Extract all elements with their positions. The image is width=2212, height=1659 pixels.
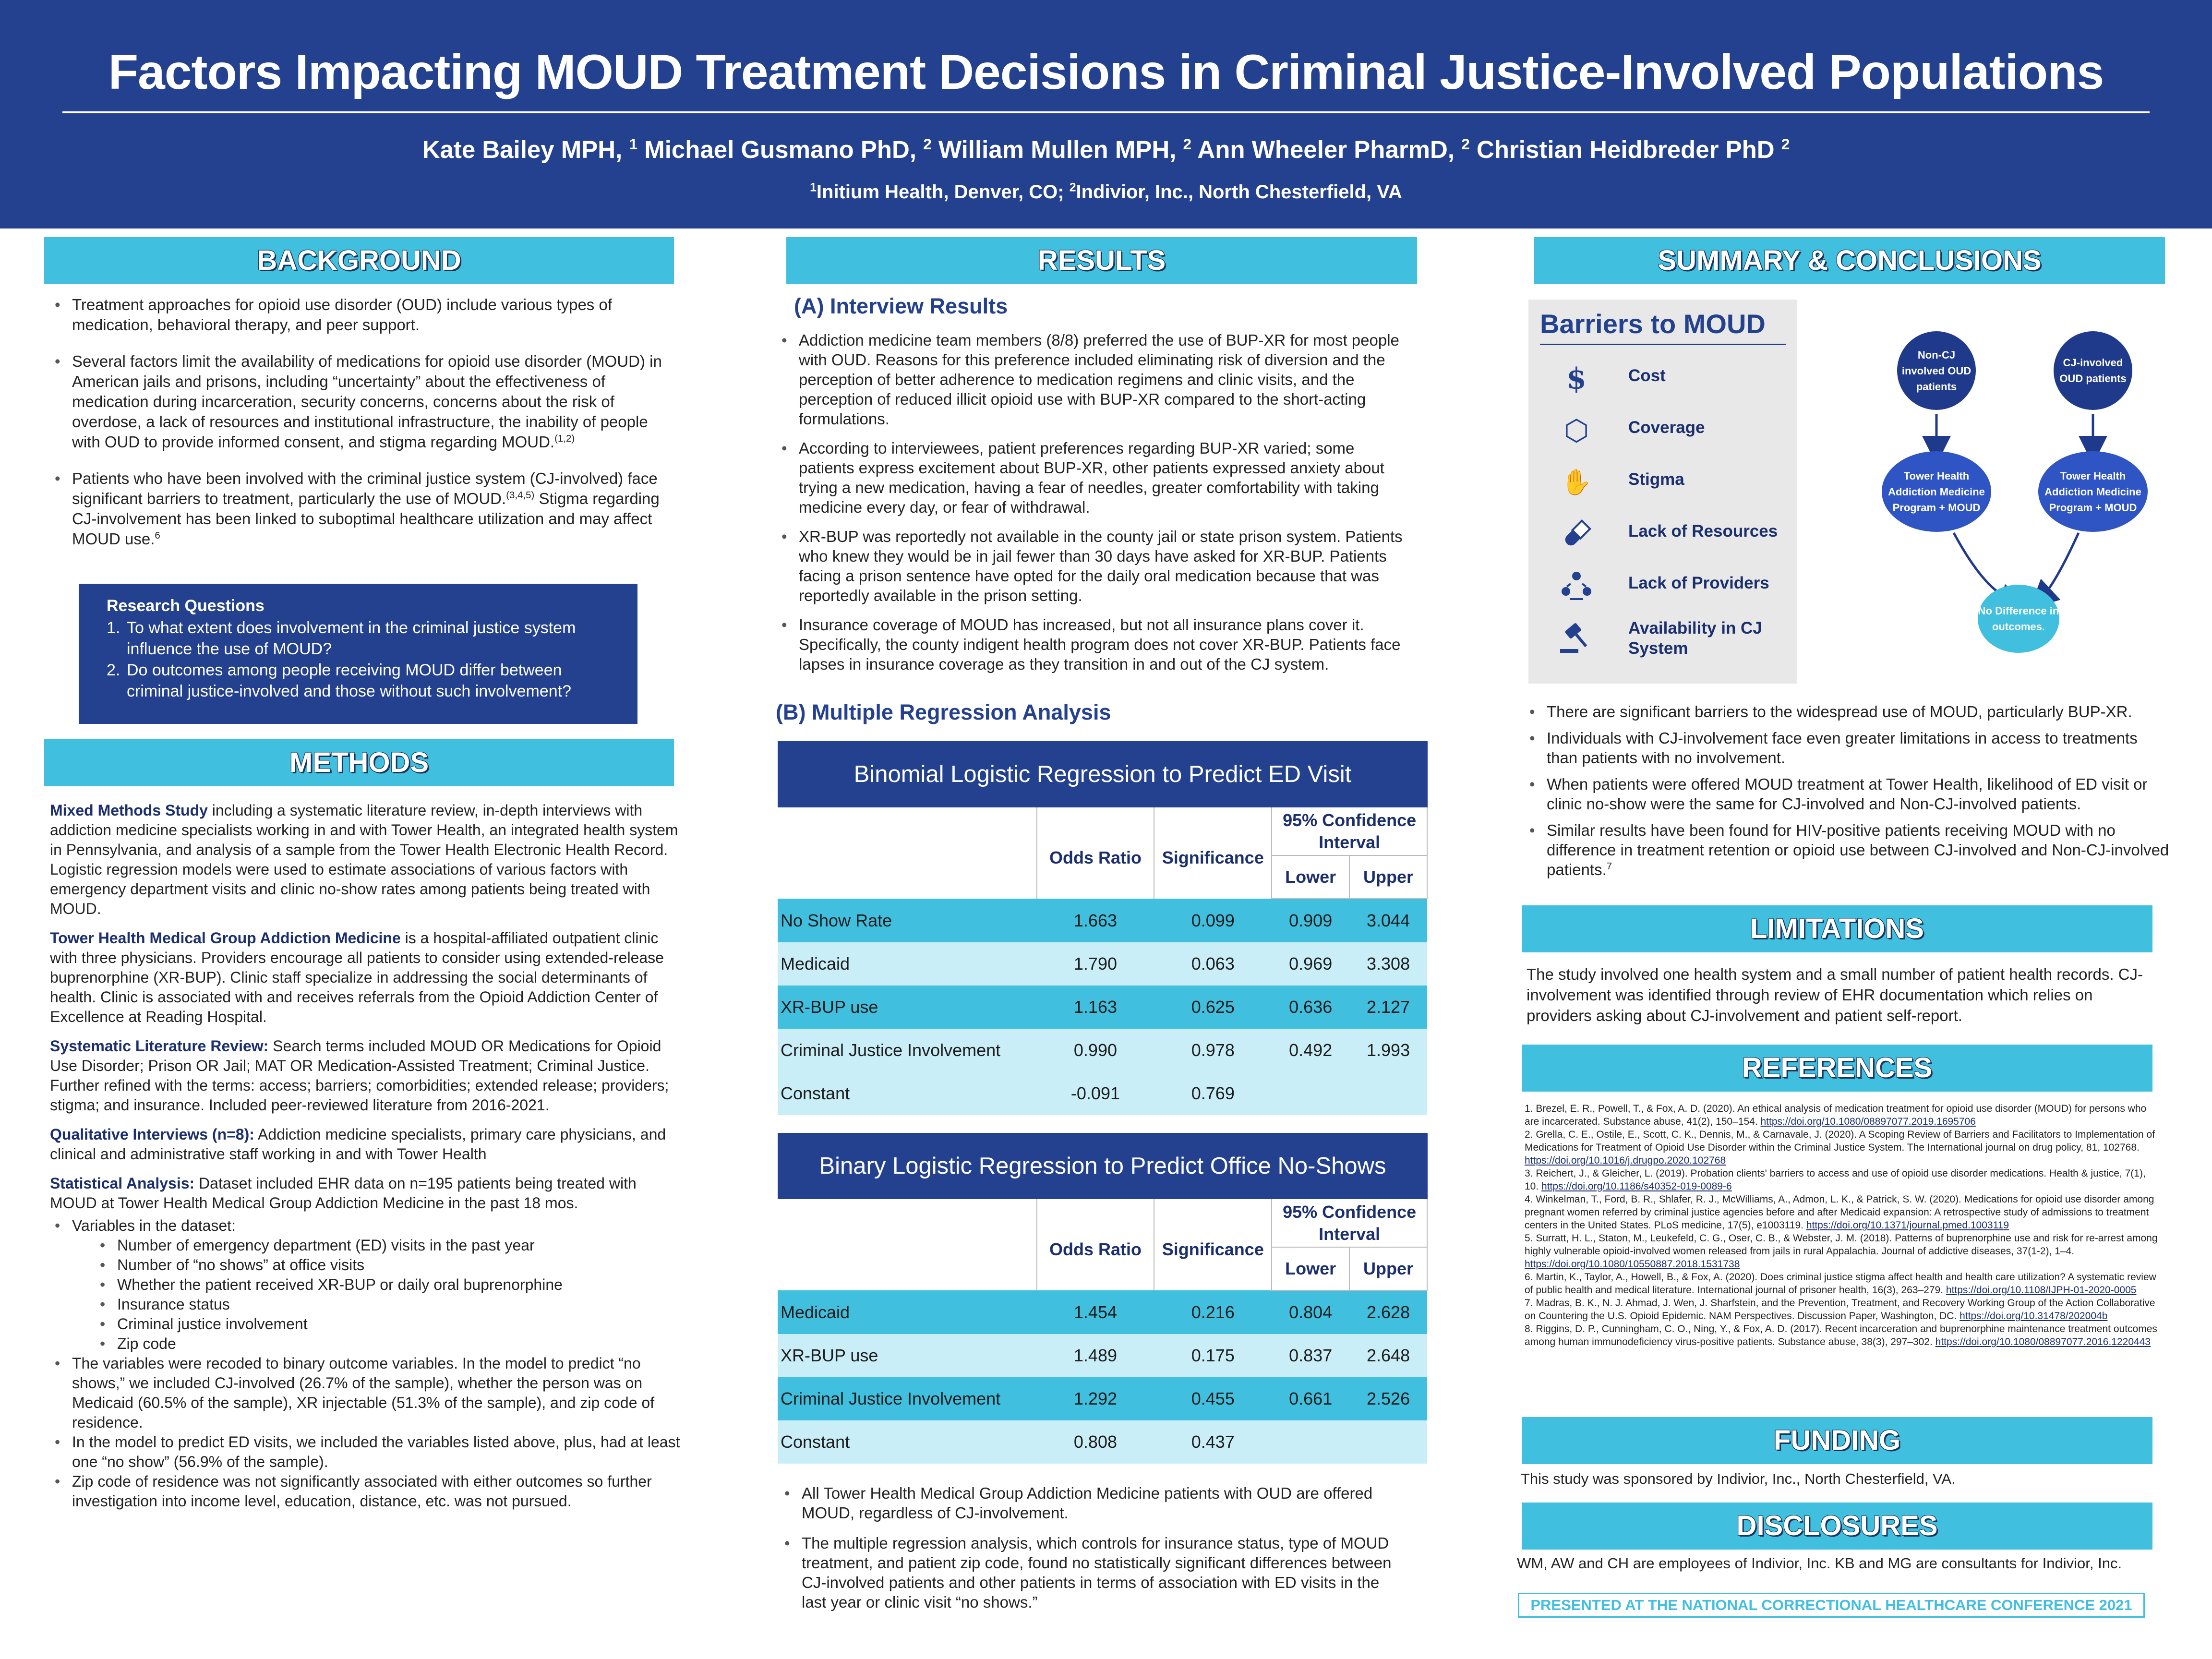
reference-doi-link[interactable]: https://doi.org/10.1108/IJPH-01-2020-0005 xyxy=(1946,1285,2137,1296)
cell-sig: 0.978 xyxy=(1154,1029,1272,1072)
paragraph-text: Search terms included MOUD OR Medications for Opioid Use Disorder; Prison OR Jail; MAT OR Medication-Assisted Treatment; Criminal Justice. Further refined with the terms: access; barriers; comorbidities; extended release; providers; stigma; and insurance. Included peer-reviewed literature from 2016-2021. xyxy=(50,1037,669,1114)
reference-text: 4. Winkelman, T., Ford, B. R., Shlafer, R. J., McWilliams, A., Admon, L. K., & Patrick, S. W. (2020). Medications for opioid use disorder among pregnant women referred by criminal justice agencies before and after Medicaid expansion: A retrospective study of admissions to treatment centers in the United States. PLoS medicine, 17(5), e1003119. xyxy=(1525,1194,2154,1231)
conference-badge: PRESENTED AT THE NATIONAL CORRECTIONAL HEALTHCARE CONFERENCE 2021 xyxy=(1518,1593,2145,1618)
cell-upper xyxy=(1349,1072,1427,1115)
background-body xyxy=(50,295,674,549)
barriers-panel xyxy=(1528,300,1797,684)
cell-lower: 0.636 xyxy=(1272,986,1349,1029)
cell-upper: 3.308 xyxy=(1349,942,1427,986)
col-upper: Upper xyxy=(1349,855,1427,899)
cj-patients-node: CJ-involved OUD patients xyxy=(2054,331,2132,410)
paragraph-lead: Statistical Analysis: xyxy=(50,1175,195,1192)
cell-sig: 0.099 xyxy=(1154,899,1272,942)
affil-marker: 2 xyxy=(1069,181,1076,194)
affiliation: Initium Health, Denver, CO; xyxy=(816,181,1064,203)
table1-title: Binomial Logistic Regression to Predict ED Visit xyxy=(778,741,1428,807)
variable-item: • Zip code xyxy=(95,1334,682,1354)
author-list xyxy=(0,135,2212,164)
table-header-blank xyxy=(778,807,1037,855)
cell-lower: 0.909 xyxy=(1272,899,1349,942)
citation: (3,4,5) xyxy=(506,490,535,501)
table-header-blank xyxy=(778,1199,1037,1247)
methods-bullet: • In the model to predict ED visits, we included the variables listed above, plus, had at least one “no show” (56.9% of the sample). xyxy=(50,1432,682,1472)
reference-text: 1. Brezel, E. R., Powell, T., & Fox, A. D. (2020). An ethical analysis of medication treatment for opioid use disorder (MOUD) for persons who are incarcerated. Substance abuse, 41(2), 150–154. xyxy=(1525,1103,2147,1127)
outcome-node: No Difference in outcomes. xyxy=(1978,585,2059,653)
col-significance: Significance xyxy=(1154,1199,1272,1290)
col-upper: Upper xyxy=(1349,1247,1427,1290)
program-right-node: Tower Health Addiction Medicine Program + MOUD xyxy=(2038,451,2148,532)
cell-or: 1.790 xyxy=(1037,942,1154,986)
background-bullet xyxy=(50,295,674,335)
funding-text: This study was sponsored by Indivior, Inc., North Chesterfield, VA. xyxy=(1521,1470,1956,1487)
affiliation: Indivior, Inc., North Chesterfield, VA xyxy=(1076,181,1402,203)
summary-bullet: • Individuals with CJ-involvement face even greater limitations in access to treatments than patients with no involvement. xyxy=(1525,728,2173,768)
barrier-coverage xyxy=(1528,404,1797,456)
gavel-icon xyxy=(1557,621,1596,655)
reference-text: 3. Reichert, J., & Gleicher, L. (2019). Probation clients' barriers to access and use of opioid use disorder medications. Health & justice, 7(1), 10. xyxy=(1525,1168,2146,1192)
row-label: XR-BUP use xyxy=(778,986,1037,1029)
variable-item: • Number of “no shows” at office visits xyxy=(95,1255,682,1275)
row-label: Constant xyxy=(778,1072,1037,1115)
bullet-text: Stigma regarding CJ-involvement has been linked to suboptimal healthcare utilization and may affect MOUD use. xyxy=(72,490,660,548)
barrier-label: Coverage xyxy=(1628,418,1705,437)
col-odds-ratio: Odds Ratio xyxy=(1037,807,1154,899)
table2 xyxy=(778,1199,1428,1464)
col-lower: Lower xyxy=(1272,1247,1349,1290)
table-row xyxy=(778,1029,1427,1072)
methods-paragraph xyxy=(50,1036,682,1115)
table-header-blank xyxy=(778,1247,1037,1290)
bullet-text: Similar results have been found for HIV-positive patients receiving MOUD with no difference in treatment retention or opioid use between CJ-involved and Non-CJ-involved patients. xyxy=(1547,821,2169,878)
cell-upper: 2.526 xyxy=(1349,1377,1427,1420)
methods-bullet xyxy=(50,1216,682,1354)
question-text: To what extent does involvement in the criminal justice system influence the use of MOUD? xyxy=(127,619,576,658)
row-label: Criminal Justice Involvement xyxy=(778,1029,1037,1072)
barrier-resources xyxy=(1528,508,1797,560)
cell-upper: 1.993 xyxy=(1349,1029,1427,1072)
poster-header xyxy=(0,0,2212,228)
author-affil-marker: 2 xyxy=(923,135,932,153)
reference-item xyxy=(1525,1297,2158,1322)
affiliations xyxy=(0,181,2212,203)
author: Michael Gusmano PhD, xyxy=(644,136,917,163)
cell-or: 1.454 xyxy=(1037,1290,1154,1334)
reference-item xyxy=(1525,1128,2158,1167)
arrow-right-to-outcome xyxy=(2040,533,2079,599)
interview-results-body xyxy=(777,330,1404,674)
row-label: Medicaid xyxy=(778,942,1037,986)
paragraph-text: Addiction medicine specialists, primary care physicians, and clinical and administrative staff working in and with Tower Health xyxy=(50,1126,666,1163)
research-question-2: 2. Do outcomes among people receiving MOUD differ between criminal justice-involved and those without such involvement? xyxy=(107,660,625,702)
barrier-cost xyxy=(1528,352,1797,404)
bullet-text: Treatment approaches for opioid use disorder (OUD) include various types of medication, behavioral therapy, and peer support. xyxy=(72,296,612,334)
paragraph-lead: Mixed Methods Study xyxy=(50,802,208,819)
row-label: Constant xyxy=(778,1420,1037,1464)
limitations-text: The study involved one health system and a small number of patient health records. CJ-involvement was identified through review of EHR documentation which relies on providers asking about CJ-involvement and patient self-report. xyxy=(1527,965,2143,1024)
reference-text: 7. Madras, B. K., N. J. Ahmad, J. Wen, J. Sharfstein, and the Prevention, Treatment, and Recovery Working Group of the Action Collaborative on Countering the U.S. Opioid Epidemic. NAM Perspectives. Discussion Paper, Washington, DC. xyxy=(1525,1298,2155,1322)
paragraph-text: including a systematic literature review, in-depth interviews with addiction medicine specialists working in and with Tower Health, an integrated health system in Pennsylvania, and analysis of a sample from the Tower Health Electronic Health Record. Logistic regression models were used to estimate associations of various factors with emergency department visits and clinic no-show rates among patients being treated with MOUD. xyxy=(50,802,678,917)
variable-item: • Number of emergency department (ED) visits in the past year xyxy=(95,1236,682,1255)
cell-sig: 0.769 xyxy=(1154,1072,1272,1115)
cell-sig: 0.063 xyxy=(1154,942,1272,986)
reference-doi-link[interactable]: https://doi.org/10.1080/10550887.2018.1531738 xyxy=(1525,1259,1740,1270)
dollar-icon: $ xyxy=(1566,362,1587,396)
interview-bullet: • According to interviewees, patient preferences regarding BUP-XR varied; some patients express excitement about BUP-XR, other patients expressed anxiety about trying a new medication, having a fear of needles, greater comfortability with taking medicine every day, or fear of withdrawal. xyxy=(777,438,1404,517)
reference-doi-link[interactable]: https://doi.org/10.1080/08897077.2016.1220443 xyxy=(1935,1336,2151,1347)
reference-doi-link[interactable]: https://doi.org/10.1371/journal.pmed.1003119 xyxy=(1806,1220,2009,1231)
reference-item xyxy=(1525,1102,2158,1128)
cell-or: 1.489 xyxy=(1037,1334,1154,1377)
col-confidence-interval: 95% Confidence Interval xyxy=(1272,807,1427,855)
people-icon xyxy=(1557,569,1596,603)
row-label: Criminal Justice Involvement xyxy=(778,1377,1037,1420)
reference-text: 6. Martin, K., Taylor, A., Howell, B., & Fox, A. (2020). Does criminal justice stigma affect health and health care utilization? A systematic review of public health and medical literature. International journal of prisoner health, 16(3), 263–279. xyxy=(1525,1272,2156,1296)
author: Kate Bailey MPH, xyxy=(422,136,623,163)
barrier-providers xyxy=(1528,560,1797,612)
background-bullet xyxy=(50,351,674,452)
cell-upper: 3.044 xyxy=(1349,899,1427,942)
cell-upper: 2.648 xyxy=(1349,1334,1427,1377)
references-heading: REFERENCES xyxy=(1522,1045,2152,1092)
reference-doi-link[interactable]: https://doi.org/10.1016/j.drugpo.2020.102768 xyxy=(1525,1155,1726,1166)
cell-or: -0.091 xyxy=(1037,1072,1154,1115)
paragraph-lead: Qualitative Interviews (n=8): xyxy=(50,1126,254,1143)
cell-lower: 0.837 xyxy=(1272,1334,1349,1377)
research-questions-box xyxy=(79,584,637,724)
citation: 6 xyxy=(155,530,160,541)
cell-or: 0.808 xyxy=(1037,1420,1154,1464)
table-row xyxy=(778,986,1427,1029)
results-bullet: • The multiple regression analysis, which controls for insurance status, type of MOUD treatment, and patient zip code, found no statistically significant differences between CJ-involved patients and other patients in terms of association with ED visits in the last year or clinic visit “no shows.” xyxy=(780,1533,1404,1612)
table1 xyxy=(778,807,1428,1115)
bullet-text: Patients who have been involved with the criminal justice system (CJ-involved) face significant barriers to treatment, particularly the use of MOUD. xyxy=(72,469,658,507)
reference-item xyxy=(1525,1271,2158,1297)
methods-bullet: • The variables were recoded to binary outcome variables. In the model to predict “no shows,” we included CJ-involved (26.7% of the sample), whether the person was on Medicaid (60.5% of the sample), XR injectable (51.3% of the sample), and zip code of residence. xyxy=(50,1354,682,1432)
col-odds-ratio: Odds Ratio xyxy=(1037,1199,1154,1290)
references-list xyxy=(1525,1102,2158,1348)
col-significance: Significance xyxy=(1154,807,1272,899)
barrier-label: Stigma xyxy=(1628,470,1684,489)
barrier-label: Lack of Resources xyxy=(1628,522,1778,541)
methods-body xyxy=(50,801,682,1511)
variable-item: • Criminal justice involvement xyxy=(95,1314,682,1334)
barrier-label: Lack of Providers xyxy=(1628,574,1769,592)
bullet-text: Several factors limit the availability of medications for opioid use disorder (MOUD) in American jails and prisons, including “uncertainty” about the effectiveness of medication during incarceration, security concerns, concerns about the risk of overdose, a lack of resources and institutional infrastructure, the inability of people with OUD to provide informed consent, and stigma regarding MOUD. xyxy=(72,352,662,451)
table-row xyxy=(778,899,1427,942)
paragraph-lead: Tower Health Medical Group Addiction Medicine xyxy=(50,929,401,947)
author: Christian Heidbreder PhD xyxy=(1476,136,1775,163)
cell-upper xyxy=(1349,1420,1427,1464)
barrier-availability xyxy=(1528,612,1797,663)
col-confidence-interval: 95% Confidence Interval xyxy=(1272,1199,1427,1247)
paragraph-text: is a hospital-affiliated outpatient clinic with three physicians. Providers encourage all patients to consider using extended-release buprenorphine (XR-BUP). Clinic staff specialize in addressing the social determinants of health. Clinic is associated with and receives referrals from the Opioid Addiction Center of Excellence at Reading Hospital. xyxy=(50,929,664,1025)
summary-body xyxy=(1525,702,2173,879)
reference-item xyxy=(1525,1232,2158,1271)
author-affil-marker: 2 xyxy=(1461,135,1470,153)
cell-lower: 0.804 xyxy=(1272,1290,1349,1334)
background-bullet xyxy=(50,469,674,549)
results-heading: RESULTS xyxy=(786,237,1417,284)
bullet-text: Variables in the dataset: xyxy=(72,1217,236,1234)
cell-sig: 0.216 xyxy=(1154,1290,1272,1334)
reference-item xyxy=(1525,1193,2158,1232)
network-icon: ⬡ xyxy=(1563,414,1589,447)
author-affil-marker: 1 xyxy=(629,135,638,153)
research-question-1: 1. To what extent does involvement in the criminal justice system influence the use of MOUD? xyxy=(107,617,625,660)
affil-marker: 1 xyxy=(810,181,817,194)
question-text: Do outcomes among people receiving MOUD differ between criminal justice-involved and those without such involvement? xyxy=(127,661,572,700)
cell-lower xyxy=(1272,1072,1349,1115)
interview-bullet: • Insurance coverage of MOUD has increased, but not all insurance plans cover it. Specifically, the county indigent health program does not cover XR-BUP. Patients face lapses in insurance coverage as they transition in and out of the CJ system. xyxy=(777,615,1404,674)
table-header-blank xyxy=(778,855,1037,899)
cell-or: 0.990 xyxy=(1037,1029,1154,1072)
barriers-title: Barriers to MOUD xyxy=(1540,309,1766,339)
title-divider xyxy=(62,111,2150,113)
interview-bullet: • XR-BUP was reportedly not available in the county jail or state prison system. Patients who knew they would be in jail fewer than 30 days have asked for XR-BUP. Patients facing a prison sentence have opted for the daily oral medication because that was reportedly available in the prison setting. xyxy=(777,527,1404,605)
reference-doi-link[interactable]: https://doi.org/10.31478/202004b xyxy=(1960,1310,2108,1322)
poster-title: Factors Impacting MOUD Treatment Decisions in Criminal Justice-Involved Populations xyxy=(108,45,2104,99)
program-left-node: Tower Health Addiction Medicine Program + MOUD xyxy=(1882,451,1991,532)
summary-bullet: • When patients were offered MOUD treatment at Tower Health, likelihood of ED visit or clinic no-show were the same for CJ-involved and Non-CJ-involved patients. xyxy=(1525,774,2173,814)
summary-heading: SUMMARY & CONCLUSIONS xyxy=(1534,237,2165,284)
table-row xyxy=(778,1420,1427,1464)
table2-title: Binary Logistic Regression to Predict Office No-Shows xyxy=(778,1133,1428,1199)
row-label: Medicaid xyxy=(778,1290,1037,1334)
methods-paragraph xyxy=(50,801,682,919)
reference-doi-link[interactable]: https://doi.org/10.1080/08897077.2019.1695706 xyxy=(1760,1116,1976,1127)
hand-icon: ✋ xyxy=(1561,468,1592,497)
summary-bullet: • There are significant barriers to the widespread use of MOUD, particularly BUP-XR. xyxy=(1525,702,2173,721)
table-row xyxy=(778,942,1427,986)
pill-icon xyxy=(1557,517,1596,551)
methods-paragraph xyxy=(50,1125,682,1164)
row-label: XR-BUP use xyxy=(778,1334,1037,1377)
summary-bullet xyxy=(1525,820,2173,879)
paragraph-lead: Systematic Literature Review: xyxy=(50,1037,269,1055)
cell-sig: 0.175 xyxy=(1154,1334,1272,1377)
barrier-stigma xyxy=(1528,456,1797,508)
cell-sig: 0.455 xyxy=(1154,1377,1272,1420)
table-row xyxy=(778,1334,1427,1377)
disclosures-heading: DISCLOSURES xyxy=(1522,1503,2152,1550)
regression-heading: (B) Multiple Regression Analysis xyxy=(776,700,1111,724)
cell-upper: 2.628 xyxy=(1349,1290,1427,1334)
cell-sig: 0.625 xyxy=(1154,986,1272,1029)
citation: 7 xyxy=(1606,861,1612,872)
methods-bullet: • Zip code of residence was not significantly associated with either outcomes so further investigation into income level, education, distance, etc. was not pursued. xyxy=(50,1472,682,1511)
methods-heading: METHODS xyxy=(44,739,674,786)
reference-item xyxy=(1525,1167,2158,1193)
reference-item xyxy=(1525,1322,2158,1348)
author-affil-marker: 2 xyxy=(1183,135,1192,153)
cell-or: 1.663 xyxy=(1037,899,1154,942)
cell-lower: 0.492 xyxy=(1272,1029,1349,1072)
cell-upper: 2.127 xyxy=(1349,986,1427,1029)
results-summary-body xyxy=(780,1483,1404,1612)
citation: (1,2) xyxy=(554,433,575,444)
table-row xyxy=(778,1072,1427,1115)
variable-item: • Whether the patient received XR-BUP or daily oral buprenorphine xyxy=(95,1275,682,1295)
table-row xyxy=(778,1290,1427,1334)
limitations-heading: LIMITATIONS xyxy=(1522,905,2152,952)
interview-results-heading: (A) Interview Results xyxy=(794,294,1008,318)
cell-lower: 0.661 xyxy=(1272,1377,1349,1420)
methods-paragraph xyxy=(50,928,682,1027)
author: William Mullen MPH, xyxy=(938,136,1177,163)
table-row xyxy=(778,1377,1427,1420)
variable-item: • Insurance status xyxy=(95,1295,682,1314)
cell-lower xyxy=(1272,1420,1349,1464)
cell-sig: 0.437 xyxy=(1154,1420,1272,1464)
cell-or: 1.163 xyxy=(1037,986,1154,1029)
interview-bullet: • Addiction medicine team members (8/8) preferred the use of BUP-XR for most people with OUD. Reasons for this preference included eliminating risk of diversion and the perception of better adherence to medication regimens and clinic visits, and the perception of reduced illicit opioid use with BUP-XR compared to the short-acting formulations. xyxy=(777,330,1404,429)
barrier-label: Cost xyxy=(1628,366,1666,385)
reference-text: 8. Riggins, D. P., Cunningham, C. O., Ning, Y., & Fox, A. D. (2017). Recent incarceration and buprenorphine maintenance treatment outcomes among human immunodeficiency virus-positive patients. Substance abuse, 38(3), 297–302. xyxy=(1525,1323,2157,1347)
results-bullet: • All Tower Health Medical Group Addiction Medicine patients with OUD are offered MOUD, regardless of CJ-involvement. xyxy=(780,1483,1404,1523)
disclosures-text: WM, AW and CH are employees of Indivior, Inc. KB and MG are consultants for Indivior, Inc. xyxy=(1517,1555,2122,1572)
background-heading: BACKGROUND xyxy=(44,237,674,284)
non-cj-patients-node: Non-CJ involved OUD patients xyxy=(1897,331,1976,410)
barriers-divider xyxy=(1540,344,1786,345)
research-questions-title: Research Questions xyxy=(107,597,264,615)
reference-text: 5. Surratt, H. L., Staton, M., Leukefeld, C. G., Oser, C. B., & Webster, J. M. (2018). Patterns of buprenorphine use and risk for re-arrest among highly vulnerable opioid-involved women released from jails in rural Appalachia. Journal of addictive diseases, 37(1-2), 1–4. xyxy=(1525,1233,2158,1257)
reference-text: 2. Grella, C. E., Ostile, E., Scott, C. K., Dennis, M., & Carnavale, J. (2020). A Scoping Review of Barriers and Facilitators to Implementation of Medications for Treatment of Opioid Use Disorder within the Criminal Justice System. The International journal on drug policy, 81, 102768. xyxy=(1525,1129,2155,1153)
author: Ann Wheeler PharmD, xyxy=(1197,136,1455,163)
barrier-label: Availability in CJ System xyxy=(1628,619,1762,658)
cell-lower: 0.969 xyxy=(1272,942,1349,986)
col-lower: Lower xyxy=(1272,855,1349,899)
cell-or: 1.292 xyxy=(1037,1377,1154,1420)
reference-doi-link[interactable]: https://doi.org/10.1186/s40352-019-0089-6 xyxy=(1541,1181,1732,1192)
author-affil-marker: 2 xyxy=(1781,135,1790,153)
funding-heading: FUNDING xyxy=(1522,1417,2152,1464)
paragraph-text: Dataset included EHR data on n=195 patients being treated with MOUD at Tower Health Medical Group Addiction Medicine in the past 18 mos. xyxy=(50,1175,637,1212)
row-label: No Show Rate xyxy=(778,899,1037,942)
methods-paragraph xyxy=(50,1174,682,1213)
